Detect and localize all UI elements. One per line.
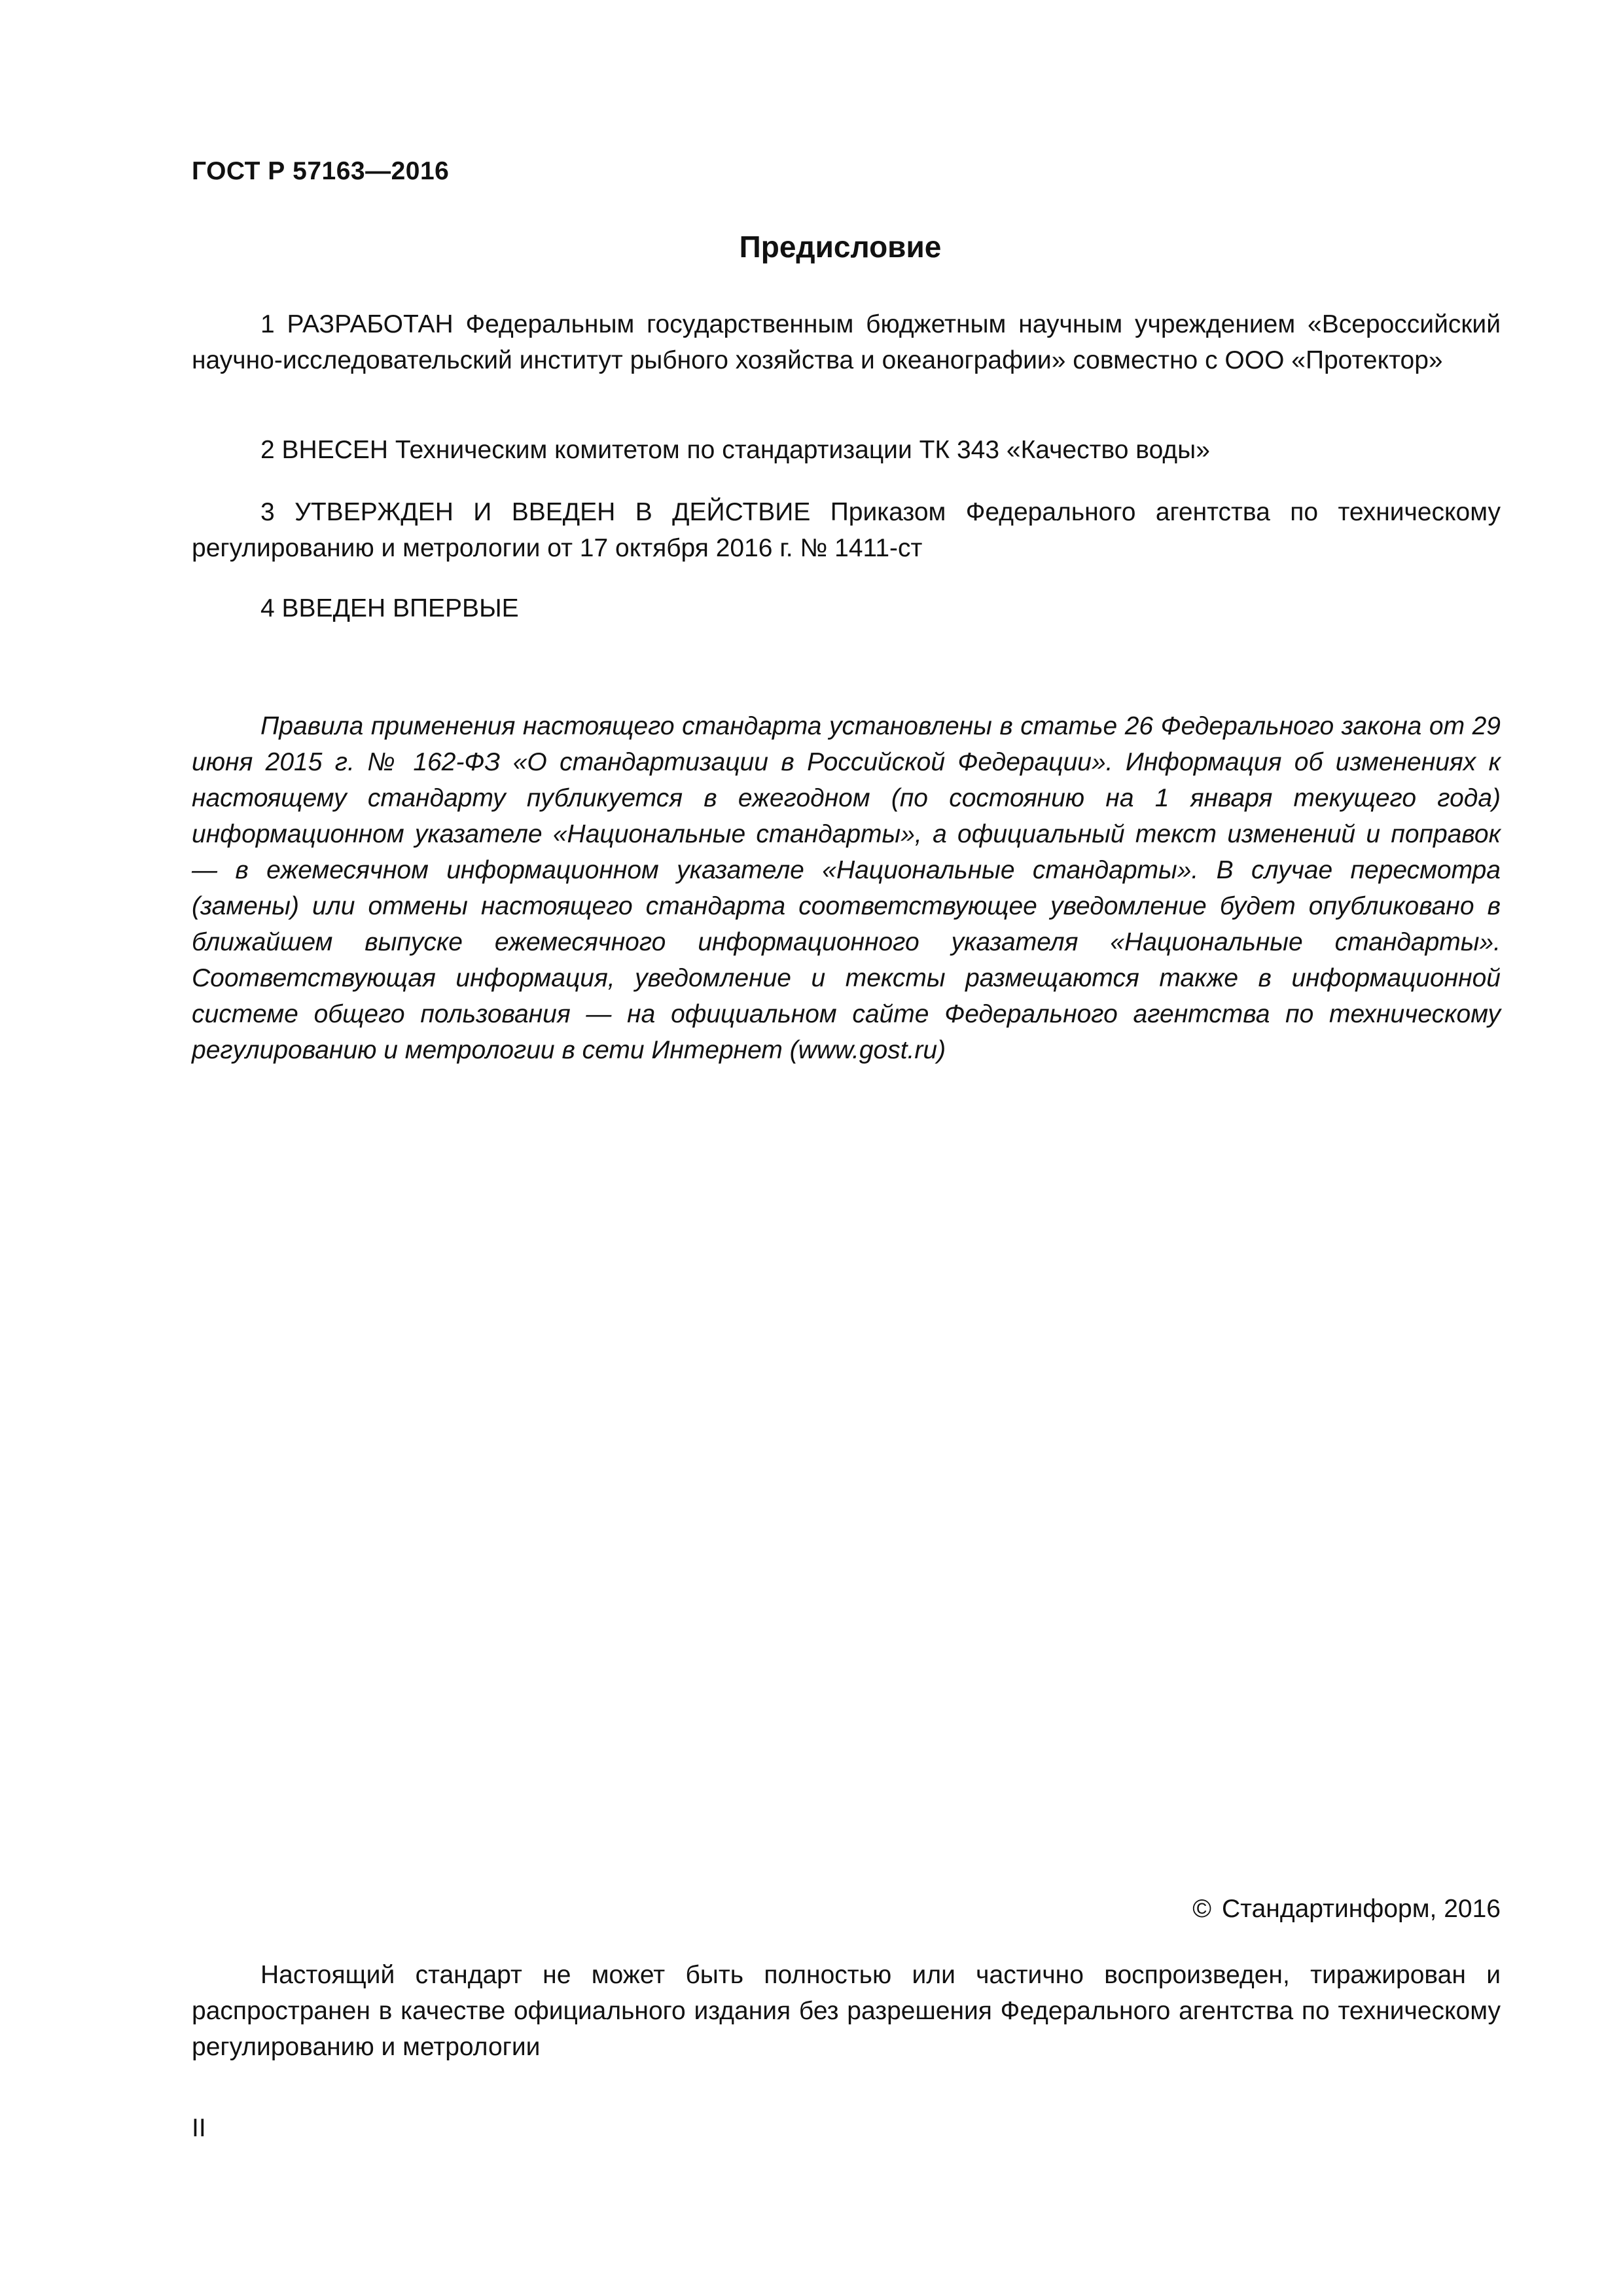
preface-item-3 [192,494,1501,566]
preface-item-text: 3 УТВЕРЖДЕН И ВВЕДЕН В ДЕЙСТВИЕ Приказом Федерального агентства по техническому регулированию и метрологии от 17 октября 2016 г. № 1411-ст [192,498,1501,562]
preface-item-text: 4 ВВЕДЕН ВПЕРВЫЕ [260,594,519,622]
rights-text: Настоящий стандарт не может быть полностью или частично воспроизведен, тиражирован и распространен в качестве официального издания без разрешения Федерального агентства по техническому регулированию и метрологии [192,1961,1501,2061]
copyright-sign: © [1192,1895,1211,1923]
page-title: Предисловие [739,230,942,264]
page-number: II [192,2114,206,2142]
reproduction-rights-notice [192,1957,1501,2065]
copyright-text: Стандартинформ, 2016 [1222,1895,1501,1923]
preface-item-text: 1 РАЗРАБОТАН Федеральным государственным бюджетным научным учреждением «Всероссийский научно-исследовательский институт рыбного хозяйства и океанографии» совместно с ООО «Протектор» [192,310,1501,374]
standard-code-header: ГОСТ Р 57163—2016 [192,157,450,185]
notice-text: Правила применения настоящего стандарта установлены в статье 26 Федерального закона от 29 июня 2015 г. № 162-ФЗ «О стандартизации в Российской Федерации». Информация об изменениях к настоящему стандарту публикуется в ежегодном (по состоянию на 1 января текущего года) информационном указателе «Национальные стандарты», а официальный текст изменений и поправок — в ежемесячном информационном указателе «Национальные стандарты». В случае пересмотра (замены) или отмены настоящего стандарта соответствующее уведомление будет опубликовано в ближайшем выпуске ежемесячного информационного указателя «Национальные стандарты». Соответствующая информация, уведомление и тексты размещаются также в информационной системе общего пользования — на официальном сайте Федерального агентства по техническому регулированию и метрологии в сети Интернет (www.gost.ru) [192,712,1501,1064]
preface-item-2 [192,432,1501,468]
preface-item-1 [192,306,1501,378]
preface-item-text: 2 ВНЕСЕН Техническим комитетом по стандартизации ТК 343 «Качество воды» [260,436,1210,464]
standard-application-notice [192,708,1501,1068]
copyright-line [1192,1895,1501,1924]
preface-item-4 [192,590,1501,626]
